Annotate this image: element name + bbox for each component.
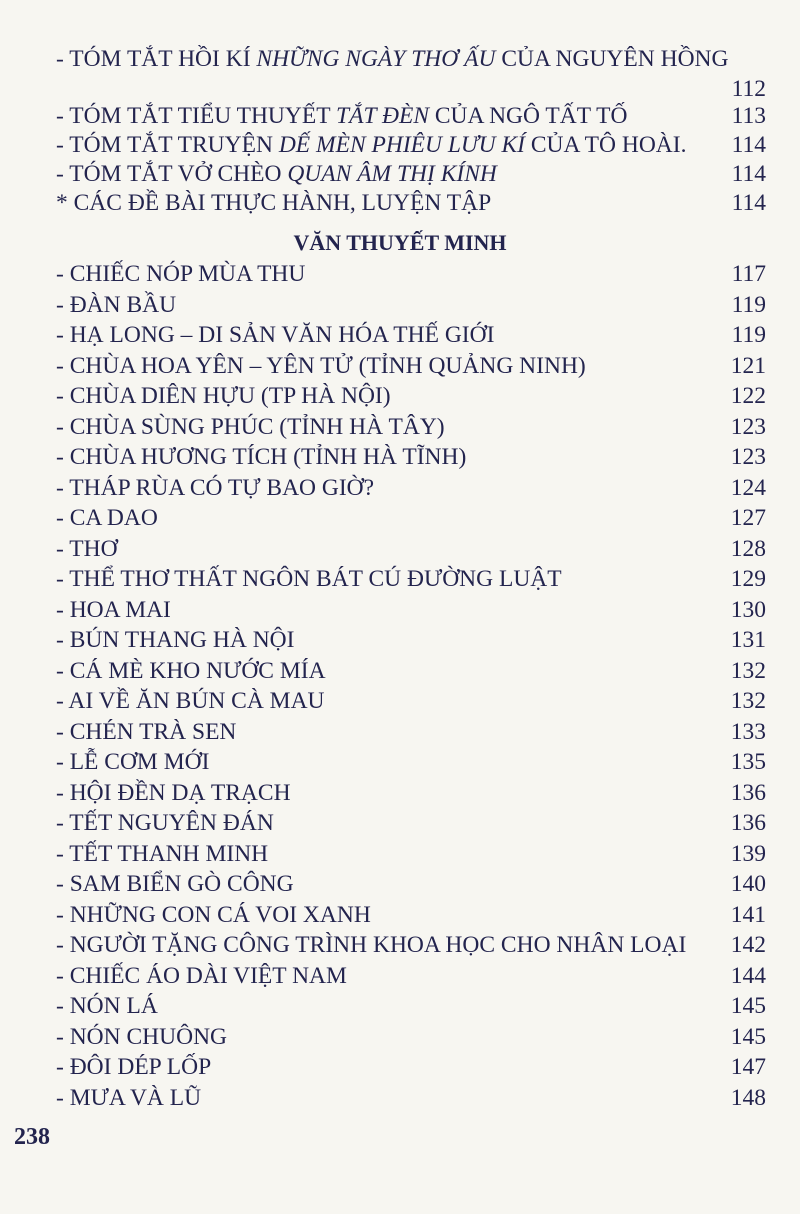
toc-entry <box>56 1022 766 1052</box>
toc-entry-page: 139 <box>730 840 766 867</box>
toc-entry-title: - BÚN THANG HÀ NỘI <box>56 627 295 653</box>
toc-entry <box>56 656 766 686</box>
toc-entry <box>56 564 766 594</box>
toc-entry <box>56 381 766 411</box>
toc-entry-title: - HẠ LONG – DI SẢN VĂN HÓA THẾ GIỚI <box>56 322 495 348</box>
toc-entry <box>56 869 766 899</box>
toc-entry <box>56 351 766 381</box>
toc-entry-page: 135 <box>730 749 766 775</box>
toc-entry <box>56 188 766 218</box>
toc-entry-title: - HỘI ĐỀN DẠ TRẠCH <box>56 779 291 806</box>
toc-entry-title: - CA DAO <box>56 505 158 531</box>
toc-entry <box>56 961 766 991</box>
toc-entry <box>56 1052 766 1082</box>
toc-entry <box>56 686 766 716</box>
toc-entry <box>56 534 766 564</box>
toc-entry-page: 123 <box>730 413 766 440</box>
toc-entry <box>56 625 766 655</box>
toc-entry-title: - CHIẾC ÁO DÀI VIỆT NAM <box>56 962 347 989</box>
toc-entry-title: - CHÙA HOA YÊN – YÊN TỬ (TỈNH QUẢNG NINH) <box>56 352 586 379</box>
toc-entry-page: 136 <box>730 810 766 836</box>
toc-entry-title: - CHIẾC NÓP MÙA THU <box>56 261 306 287</box>
toc-entry-title: - LỄ CƠM MỚI <box>56 749 210 775</box>
toc-entry-title: - TÓM TẮT VỞ CHÈO QUAN ÂM THỊ KÍNH <box>56 161 497 187</box>
toc-entry-page: 136 <box>730 779 766 806</box>
toc-entry-page: 114 <box>731 132 766 158</box>
toc-entry <box>56 412 766 442</box>
toc-entry-title: - MƯA VÀ LŨ <box>56 1084 202 1111</box>
toc-entry <box>56 259 766 289</box>
toc-entry-page: 145 <box>730 993 766 1019</box>
toc-entry <box>56 159 766 189</box>
section-heading: VĂN THUYẾT MINH <box>293 230 507 255</box>
toc-entry-page: 132 <box>730 657 766 684</box>
toc-entry-title: - TÓM TẮT TRUYỆN DẾ MÈN PHIÊU LƯU KÍ CỦA TÔ HOÀI. <box>56 132 687 158</box>
toc-entry-title: * CÁC ĐỀ BÀI THỰC HÀNH, LUYỆN TẬP <box>56 190 492 216</box>
toc-entry-title: - ĐÀN BẦU <box>56 291 177 318</box>
toc-entry-page: 141 <box>730 901 766 928</box>
toc-entry <box>56 290 766 320</box>
toc-entry-title: - SAM BIỂN GÒ CÔNG <box>56 871 294 897</box>
toc-entry-page: 142 <box>730 932 766 958</box>
toc-entry-title: - NÓN LÁ <box>56 993 158 1019</box>
toc-entry <box>56 930 766 960</box>
toc-entry-page: 130 <box>730 596 766 623</box>
toc-entry <box>56 595 766 625</box>
toc-entry <box>56 747 766 777</box>
toc-entry-page: 113 <box>731 103 766 129</box>
toc-entry-title: - TẾT NGUYÊN ĐÁN <box>56 810 274 836</box>
toc-entry <box>56 808 766 838</box>
toc-entry-page: 124 <box>730 474 766 501</box>
toc-entry <box>56 473 766 503</box>
toc-entry-page: 114 <box>731 161 766 187</box>
toc-entry <box>56 778 766 808</box>
toc-entry <box>56 839 766 869</box>
toc-entry-page: 133 <box>730 718 766 745</box>
toc-entry-page: 129 <box>730 566 766 592</box>
toc-entry-page: 144 <box>730 962 766 989</box>
toc-entry-page: 112 <box>731 76 766 102</box>
toc-entry-title: - HOA MAI <box>56 596 171 623</box>
toc-entry-title: - TÓM TẮT HỒI KÍ NHỮNG NGÀY THƠ ẤU CỦA NGUYÊN HỒNG <box>56 46 729 72</box>
toc-entry-page: 132 <box>730 688 766 714</box>
toc-entry-page: 131 <box>730 627 766 653</box>
toc-entry-title: - NGƯỜI TẶNG CÔNG TRÌNH KHOA HỌC CHO NHÂN LOẠI <box>56 932 687 958</box>
toc-entry <box>56 442 766 472</box>
toc-entry <box>56 44 766 104</box>
toc-entry-page: 145 <box>730 1023 766 1050</box>
toc-entry <box>56 717 766 747</box>
page-number: 238 <box>14 1124 50 1150</box>
toc-entry <box>56 503 766 533</box>
toc-entry-title: - CÁ MÈ KHO NƯỚC MÍA <box>56 657 326 684</box>
toc-entry-page: 121 <box>730 352 766 379</box>
toc-entry <box>56 1083 766 1113</box>
toc-entry-title: - TÓM TẮT TIỂU THUYẾT TẮT ĐÈN CỦA NGÔ TẤT TỐ <box>56 103 628 129</box>
toc-entry-page: 119 <box>731 322 766 348</box>
toc-entry-page: 123 <box>730 444 766 470</box>
toc-entry-title: - THƠ <box>56 535 118 562</box>
toc-entry <box>56 900 766 930</box>
toc-entry-page: 128 <box>730 535 766 562</box>
toc-entry-page: 148 <box>730 1084 766 1111</box>
toc-entry-page: 114 <box>731 190 766 216</box>
toc-entry <box>56 991 766 1021</box>
toc-entry-page: 119 <box>731 291 766 318</box>
toc-entry-title: - NÓN CHUÔNG <box>56 1023 228 1050</box>
toc-entry-page: 117 <box>731 261 766 287</box>
toc-entry-title: - NHỮNG CON CÁ VOI XANH <box>56 901 371 928</box>
toc-entry-title: - CHÉN TRÀ SEN <box>56 718 237 745</box>
toc-entry <box>56 320 766 350</box>
toc-entry-page: 127 <box>730 505 766 531</box>
toc-entry-page: 140 <box>730 871 766 897</box>
toc-entry-title: - THÁP RÙA CÓ TỰ BAO GIỜ? <box>56 474 375 501</box>
toc-entry <box>56 130 766 160</box>
toc-entry-title: - TẾT THANH MINH <box>56 840 269 867</box>
toc-entry-title: - AI VỀ ĂN BÚN CÀ MAU <box>56 688 325 714</box>
toc-entry-page: 147 <box>730 1054 766 1080</box>
toc-entry-title: - THỂ THƠ THẤT NGÔN BÁT CÚ ĐƯỜNG LUẬT <box>56 566 562 592</box>
toc-entry-title: - ĐÔI DÉP LỐP <box>56 1054 212 1080</box>
toc-entry-page: 122 <box>730 383 766 409</box>
toc-entry-title: - CHÙA SÙNG PHÚC (TỈNH HÀ TÂY) <box>56 413 445 440</box>
toc-entry-title: - CHÙA HƯƠNG TÍCH (TỈNH HÀ TĨNH) <box>56 444 467 470</box>
toc-entry-title: - CHÙA DIÊN HỰU (TP HÀ NỘI) <box>56 383 391 409</box>
toc-entry <box>56 101 766 131</box>
